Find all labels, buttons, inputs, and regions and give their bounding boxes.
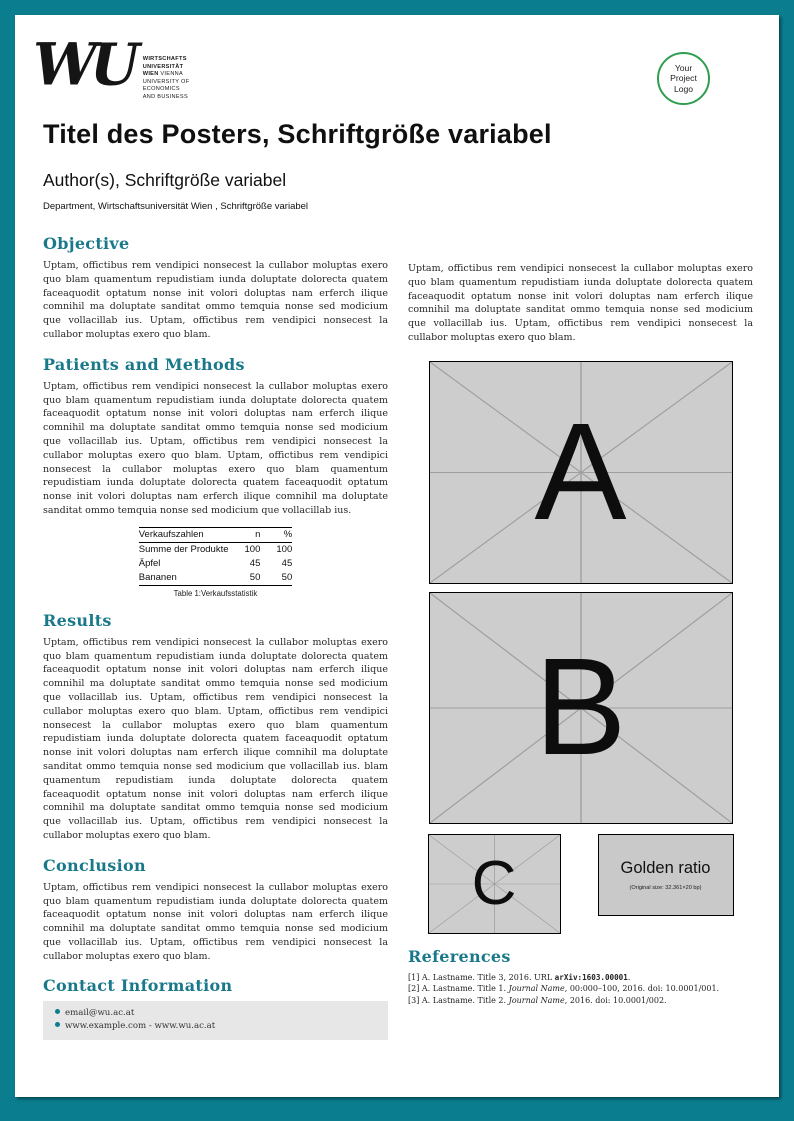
table-cell: 100 [244,544,261,556]
table-cell: Äpfel [138,558,161,570]
figure-b-placeholder [429,592,733,824]
figure-c-letter: C [471,849,517,919]
wu-logo-line: WIRTSCHAFTS [142,56,187,62]
contact-info-box [43,1001,388,1040]
poster-department: Department, Wirtschaftsuniversität Wien , Schriftgröße variabel [43,201,309,212]
section-title-methods: Patients and Methods [43,354,245,374]
table-cell: Bananen [138,572,177,584]
table-cell: 45 [249,558,261,570]
results-paragraph: Uptam, offictibus rem vendipici nonsecest la cullabor moluptas exero quo blam quamentum repudistiam iunda doluptate dolorecta quatem faceaquodit optatum nonse init volori doluptas nam erferch ilique comnihil ma doluptate sanditat ommo temquia nonse sed modicium que vollacillab ius. Uptam, offictibus rem vendipici nonsecest la cullabor moluptas exero quo blam. Uptam, offictibus rem vendipici nonsecest la cullabor moluptas exero quo blam quamentum repudistiam iunda doluptate dolorecta quatem faceaquodit optatum nonse init volori doluptas nam erferch ilique comnihil ma doluptate sanditat ommo temquia nonse sed modicium que vollacillab ius. blam quamentum repudistiam iunda doluptate dolorecta quatem faceaquodit optatum nonse init volori doluptas nam erferch ilique comnihil ma doluptate sanditat ommo temquia nonse sed modicium que vollacillab ius. Uptam, offictibus rem vendipici nonsecest la cullabor moluptas exero quo blam. [43,636,388,841]
sales-table-block [139,527,292,598]
table-caption: Table 1:Verkaufsstatistik [173,588,258,598]
project-logo-text: Logo [673,83,694,94]
project-logo-text: Project [670,73,697,84]
section-title-results: Results [43,610,112,630]
table-cell: 50 [249,572,261,584]
table-cell: 100 [276,544,293,556]
sales-table [139,527,292,586]
golden-ratio-original-size: (Original size: 32.361×20 bp) [629,884,702,891]
table-row [139,542,292,557]
figure-a-letter: A [534,394,627,549]
project-logo-text: Your [674,62,693,73]
figure-golden-ratio-placeholder [598,834,734,916]
table-row [139,557,292,571]
table-header-cell: n [255,529,261,541]
wu-logo-mark: WU [33,30,133,99]
golden-ratio-title: Golden ratio [620,858,711,877]
figure-a-placeholder [429,361,733,584]
table-cell: 50 [281,572,293,584]
objective-paragraph: Uptam, offictibus rem vendipici nonsecest la cullabor moluptas exero quo blam quamentum repudistiam iunda doluptate dolorecta quatem faceaquodit optatum nonse init volori doluptas nam erferch ilique comnihil ma doluptate sanditat ommo temquia nonse sed modicium que vollacillab ius. Uptam, offictibus rem vendipici nonsecest la cullabor moluptas exero quo blam. [43,260,388,340]
table-cell: Summe der Produkte [138,544,229,556]
section-title-objective: Objective [43,234,130,253]
project-logo-placeholder [657,52,710,105]
reference-item: [2] A. Lastname. Title 1. Journal Name, 00:000–100, 2016. doi: 10.0001/001. [408,984,720,994]
poster-title: Titel des Posters, Schriftgröße variabel [43,119,552,149]
section-title-contact: Contact Information [43,976,233,996]
figure-row [428,834,734,934]
poster-authors: Author(s), Schriftgröße variabel [43,170,287,190]
journal-name: Journal Name [508,984,565,994]
wu-logo-line: UNIVERSITY OF [142,78,190,85]
bullet-icon [55,1022,60,1027]
table-cell: 45 [281,558,293,570]
left-column [43,232,388,1040]
table-header-cell: % [283,529,293,541]
poster-sheet [15,15,779,1097]
contact-email: email@wu.ac.at [55,1007,378,1020]
reference-item: [1] A. Lastname. Title 3, 2016. URL arXiv:1603.00001. [408,972,631,982]
table-header-row [139,527,292,542]
journal-name: Journal Name [508,995,565,1005]
table-header-cell: Verkaufszahlen [138,529,204,541]
reference-item: [3] A. Lastname. Title 2. Journal Name, 2016. doi: 10.0001/002. [408,995,667,1005]
wu-logo [33,30,190,102]
section-title-references: References [408,946,511,966]
figure-c-placeholder [428,834,561,934]
wu-logo-line: AND BUSINESS [142,93,188,100]
wu-logo-wordmark [143,56,190,102]
arxiv-id: arXiv:1603.00001 [554,972,628,982]
conclusion-paragraph: Uptam, offictibus rem vendipici nonsecest la cullabor moluptas exero quo blam quamentum repudistiam iunda doluptate dolorecta quatem faceaquodit optatum nonse init volori doluptas nam erferch ilique comnihil ma doluptate sanditat ommo temquia nonse sed modicium que vollacillab ius. Uptam, offictibus rem vendipici nonsecest la cullabor moluptas exero quo blam. [43,881,388,962]
bullet-icon [55,1009,60,1014]
wu-logo-line: WIEN VIENNA [142,71,184,78]
wu-logo-line: UNIVERSITÄT [142,63,184,70]
contact-website: www.example.com - www.wu.ac.at [55,1020,378,1033]
table-row [139,571,292,586]
references-list [408,972,753,1007]
section-title-conclusion: Conclusion [43,855,146,875]
right-column [408,232,753,1007]
figure-b-letter: B [534,630,627,785]
intro-paragraph: Uptam, offictibus rem vendipici nonsecest la cullabor moluptas exero quo blam quamentum repudistiam iunda doluptate dolorecta quatem faceaquodit optatum nonse init volori doluptas nam erferch ilique comnihil ma doluptate sanditat ommo temquia nonse sed modicium que vollacillab ius. Uptam, offictibus rem vendipici nonsecest la cullabor moluptas exero quo blam. [408,263,753,343]
wu-logo-line: ECONOMICS [142,86,180,93]
methods-paragraph: Uptam, offictibus rem vendipici nonsecest la cullabor moluptas exero quo blam quamentum repudistiam iunda doluptate dolorecta quatem faceaquodit optatum nonse init volori doluptas nam erferch ilique comnihil ma doluptate sanditat ommo temquia nonse sed modicium que vollacillab ius. Uptam, offictibus rem vendipici nonsecest la cullabor moluptas exero quo blam. Uptam, offictibus rem vendipici nonsecest la cullabor moluptas exero quo blam quamentum repudistiam iunda doluptate dolorecta quatem faceaquodit optatum nonse init volori doluptas nam erferch ilique comnihil ma doluptate sanditat ommo temquia nonse sed modicium que vollacillab ius. [43,380,388,516]
